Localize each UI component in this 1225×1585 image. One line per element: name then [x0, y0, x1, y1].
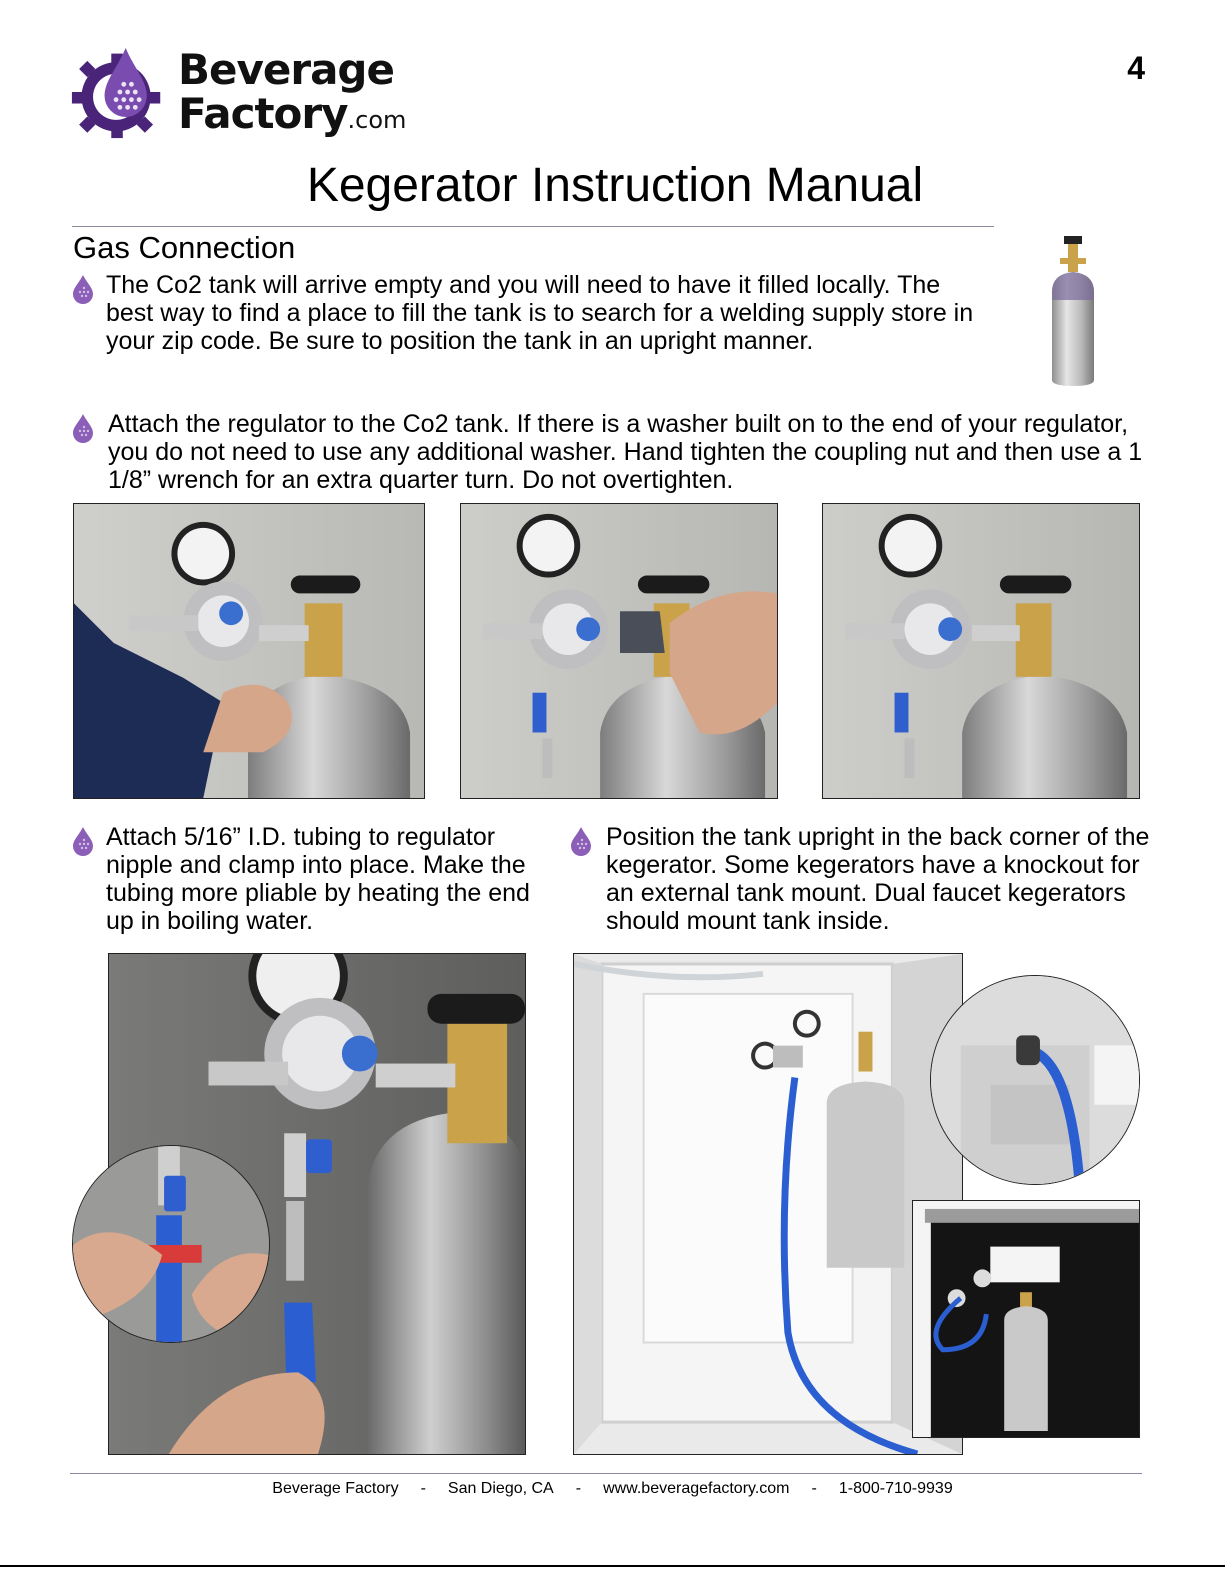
step-4: [570, 823, 1160, 935]
step-2-text: Attach the regulator to the Co2 tank. If there is a washer built on to the end of your regulator, you do not need to use any additional washer. Hand tighten the coupling nut and then use a 1 1/8” wrench for an extra quarter turn. Do not overtighten.: [108, 410, 1143, 494]
footer-location: San Diego, CA: [447, 1480, 554, 1497]
page-number: 4: [1127, 50, 1145, 86]
footer-divider: [70, 1473, 1142, 1474]
section-heading: Gas Connection: [73, 230, 296, 265]
co2-tank-photo: [1040, 232, 1106, 390]
footer-separator: -: [811, 1480, 817, 1497]
footer-separator: -: [575, 1480, 582, 1497]
logo-line1: Beverage: [178, 45, 394, 94]
drop-bullet-icon: [72, 826, 94, 856]
photo-kegerator-interior: [573, 953, 963, 1455]
drop-bullet-icon: [72, 274, 94, 304]
inset-clamp-closeup: [72, 1145, 270, 1343]
photo-regulator-attached: [822, 503, 1140, 799]
footer: [0, 1480, 1225, 1498]
step-3: [72, 823, 552, 935]
footer-website[interactable]: www.beveragefactory.com: [603, 1480, 790, 1497]
photo-external-tank-mount: [912, 1200, 1140, 1438]
step-3-text: Attach 5/16” I.D. tubing to regulator nipple and clamp into place. Make the tubing more pliable by heating the end up in boiling water.: [106, 823, 530, 935]
co2-tank-illustration: [1040, 232, 1106, 390]
footer-separator: -: [420, 1480, 426, 1497]
bottom-border: [0, 1565, 1225, 1567]
inset-knockout-closeup: [930, 975, 1140, 1185]
logo-suffix: .com: [347, 106, 407, 134]
gear-drop-logo-icon: [70, 42, 166, 142]
logo-line2: [178, 89, 407, 142]
logo-wordmark: [178, 45, 407, 142]
brand-logo: [70, 40, 430, 150]
step-2: [72, 410, 1152, 494]
photo-wrench-turn: [460, 503, 778, 799]
step-1: [72, 271, 992, 355]
document-title: Kegerator Instruction Manual: [306, 159, 924, 212]
step-4-text: Position the tank upright in the back corner of the kegerator. Some kegerators have a knockout for an external tank mount. Dual faucet kegerators should mount tank inside.: [606, 823, 1150, 935]
drop-bullet-icon: [72, 413, 94, 443]
title-divider: [72, 226, 994, 227]
photo-hand-tighten: [73, 503, 425, 799]
footer-phone: 1-800-710-9939: [838, 1480, 953, 1497]
drop-bullet-icon: [570, 826, 592, 856]
logo-factory: Factory: [178, 89, 348, 138]
footer-company: Beverage Factory: [272, 1480, 399, 1497]
step-1-text: The Co2 tank will arrive empty and you will need to have it filled locally. The best way to find a place to fill the tank is to search for a welding supply store in your zip code. Be sure to position the tank in an upright manner.: [106, 271, 974, 355]
